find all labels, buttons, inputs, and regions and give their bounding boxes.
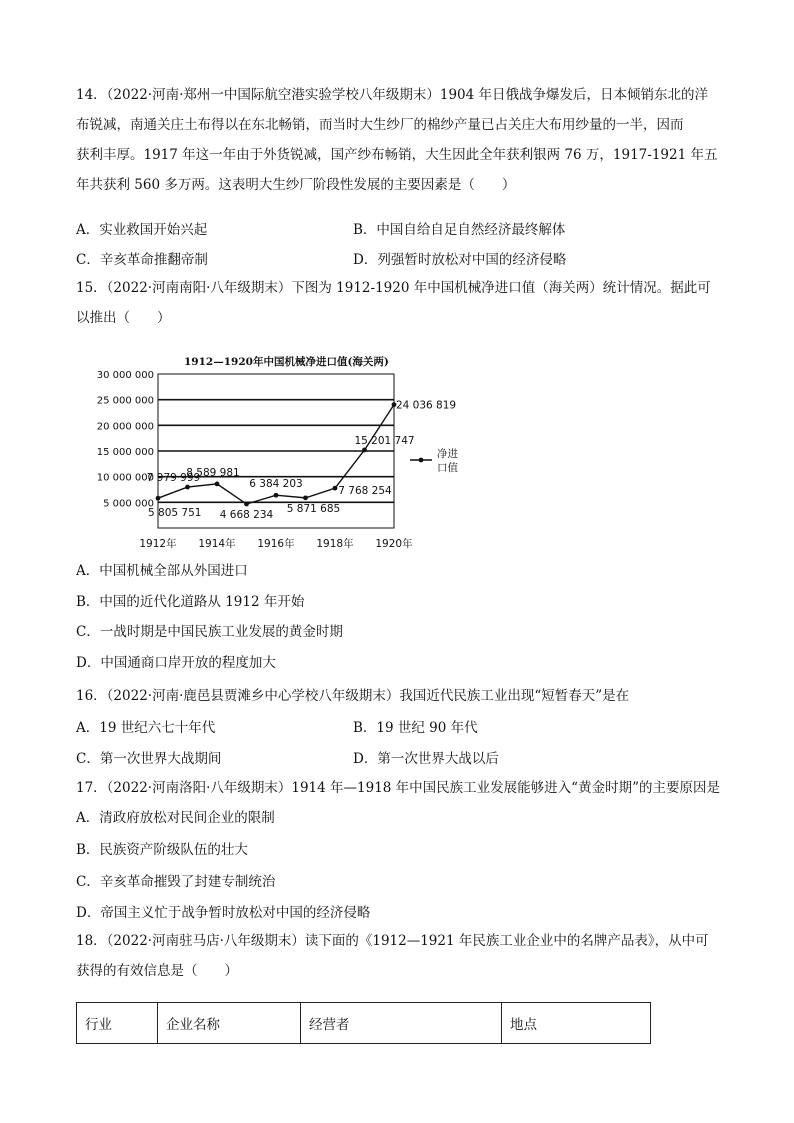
data-point <box>244 502 249 507</box>
y-tick-label: 25 000 000 <box>96 395 154 407</box>
q16-options-row-2 <box>76 747 716 767</box>
data-label: 7 768 254 <box>338 485 392 498</box>
table-header-cell: 经营者 <box>301 1003 502 1044</box>
q14-option-a[interactable]: A．实业救国开始兴起 <box>76 222 208 238</box>
data-point <box>274 493 279 498</box>
question-14-stem <box>76 80 716 200</box>
q15-option-d[interactable]: D．中国通商口岸开放的程度加大 <box>76 655 276 671</box>
q14-line-1: 14．（2022·河南·郑州一中国际航空港实验学校八年级期末）1904 年日俄战争爆发后，日本倾销东北的洋 <box>76 87 709 103</box>
q14-options-row-1 <box>76 218 716 238</box>
data-label: 6 384 203 <box>249 478 303 491</box>
q14-line-4: 年共获利 560 多万两。这表明大生纱厂阶段性发展的主要因素是（ ） <box>76 177 516 193</box>
data-point <box>156 496 161 501</box>
question-16-stem: 16．（2022·河南·鹿邑县贾滩乡中心学校八年级期末）我国近代民族工业出现“短暂春天”是在 <box>76 688 630 704</box>
data-label: 15 201 747 <box>354 434 415 447</box>
question-17-stem: 17．（2022·河南洛阳·八年级期末）1914 年—1918 年中国民族工业发展能够进入“黄金时期”的主要原因是 <box>76 780 720 796</box>
legend-marker <box>419 458 424 463</box>
q17-option-a[interactable]: A．清政府放松对民间企业的限制 <box>76 810 275 826</box>
data-point <box>303 495 308 500</box>
q15-line-2: 以推出（ ） <box>76 310 171 326</box>
data-label: 24 036 819 <box>395 399 457 412</box>
q15-option-b[interactable]: B．中国的近代化道路从 1912 年开始 <box>76 594 305 610</box>
q15-option-a[interactable]: A．中国机械全部从外国进口 <box>76 563 248 579</box>
q18-line-2: 获得的有效信息是（ ） <box>76 963 238 979</box>
x-tick-label: 1918年 <box>316 538 354 550</box>
x-tick-label: 1920年 <box>375 538 413 550</box>
data-point <box>362 448 367 453</box>
q18-line-1: 18．（2022·河南驻马店·八年级期末）读下面的《1912—1921 年民族工业企业中的名牌产品表》，从中可 <box>76 933 709 949</box>
y-tick-label: 20 000 000 <box>96 421 154 433</box>
data-label: 4 668 234 <box>219 509 274 522</box>
data-label: 8 589 981 <box>186 466 240 479</box>
table-header-cell: 地点 <box>502 1003 651 1044</box>
q17-option-b[interactable]: B．民族资产阶级队伍的壮大 <box>76 842 248 858</box>
q16-option-d[interactable]: D．第一次世界大战以后 <box>353 751 499 767</box>
machinery-import-chart <box>76 350 496 555</box>
legend-label: 净进 <box>437 448 458 460</box>
x-tick-label: 1912年 <box>139 538 177 550</box>
data-label: 5 871 685 <box>286 502 341 515</box>
q16-options-row-1 <box>76 716 716 736</box>
q15-option-c[interactable]: C．一战时期是中国民族工业发展的黄金时期 <box>76 624 343 640</box>
data-point <box>333 486 338 491</box>
y-tick-label: 30 000 000 <box>96 370 154 381</box>
brand-products-table <box>76 1002 651 1044</box>
table-header-cell: 企业名称 <box>158 1003 301 1044</box>
data-label: 5 805 751 <box>148 507 202 520</box>
q17-option-c[interactable]: C．辛亥革命摧毁了封建专制统治 <box>76 874 276 890</box>
x-tick-label: 1916年 <box>257 538 295 550</box>
q17-option-d[interactable]: D．帝国主义忙于战争暂时放松对中国的经济侵略 <box>76 905 371 921</box>
legend-label: 口值 <box>437 462 458 474</box>
q14-option-c[interactable]: C．辛亥革命推翻帝制 <box>76 252 208 268</box>
y-tick-label: 10 000 000 <box>96 472 154 484</box>
question-15-stem <box>76 273 716 333</box>
q14-line-2: 布锐减，南通关庄土布得以在东北畅销，而当时大生纱厂的棉纱产量已占关庄大布用纱量的一半，因而 <box>76 117 684 133</box>
q14-option-b[interactable]: B．中国自给自足自然经济最终解体 <box>353 222 566 238</box>
q15-line-1: 15．（2022·河南南阳·八年级期末）下图为 1912-1920 年中国机械净进口值（海关两）统计情况。据此可 <box>76 280 711 296</box>
y-tick-label: 15 000 000 <box>96 447 154 458</box>
q16-option-c[interactable]: C．第一次世界大战期间 <box>76 751 222 767</box>
chart-svg <box>76 350 496 555</box>
data-label: 7 979 999 <box>146 472 201 485</box>
data-point <box>185 485 190 490</box>
y-tick-label: 5 000 000 <box>103 498 154 510</box>
table-header-cell: 行业 <box>77 1003 158 1044</box>
q16-option-a[interactable]: A．19 世纪六七十年代 <box>76 720 216 736</box>
data-point <box>215 482 220 487</box>
question-18-stem <box>76 926 716 986</box>
table-header-row <box>77 1003 651 1044</box>
q14-option-d[interactable]: D．列强暂时放松对中国的经济侵略 <box>353 252 567 268</box>
q14-options-row-2 <box>76 248 716 268</box>
chart-title: 1912—1920年中国机械净进口值(海关两) <box>184 356 389 368</box>
q14-line-3: 获利丰厚。1917 年这一年由于外货锐减，国产纱布畅销，大生因此全年获利银两 76 万，1917-1921 年五 <box>76 147 718 163</box>
q16-option-b[interactable]: B．19 世纪 90 年代 <box>353 720 478 736</box>
x-tick-label: 1914年 <box>198 538 236 550</box>
